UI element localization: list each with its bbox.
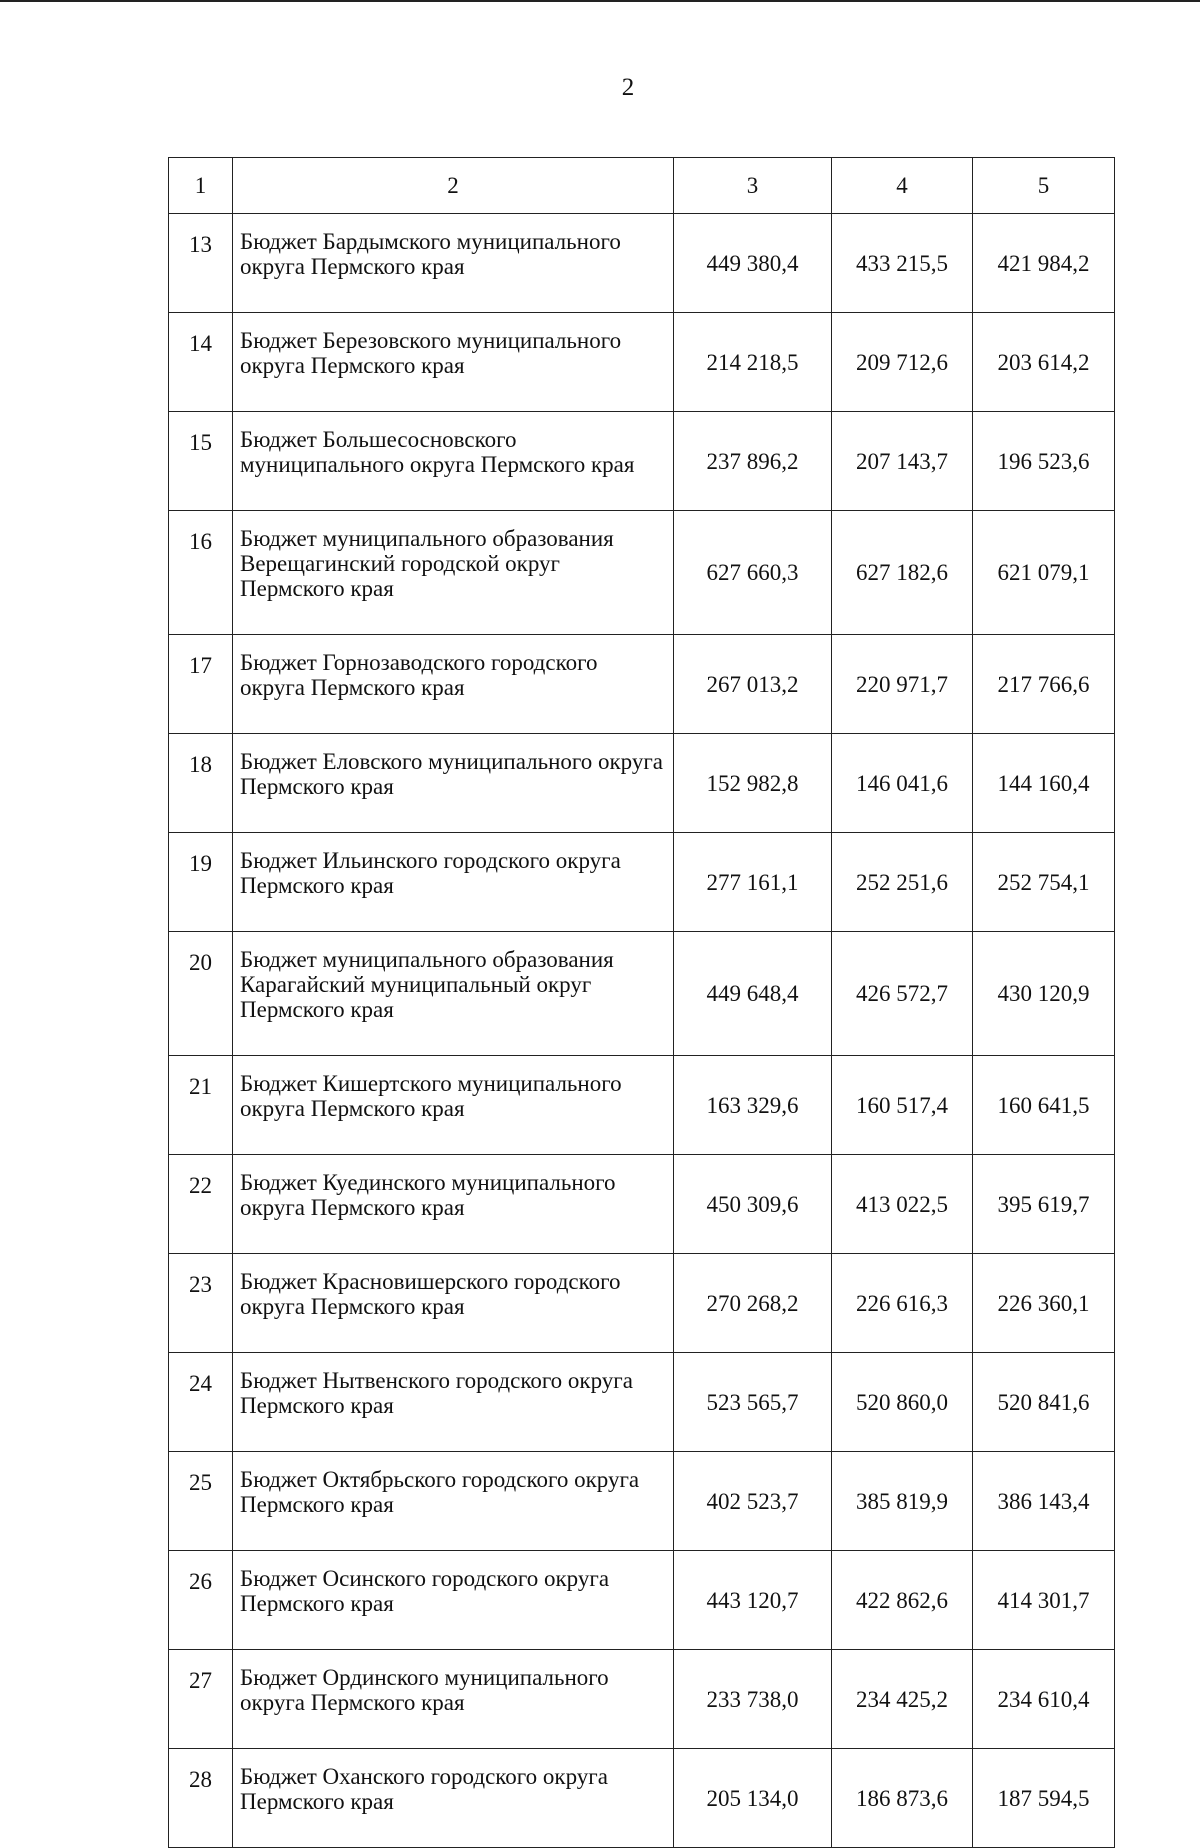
value-col-3: 237 896,2 — [674, 412, 832, 511]
table-row — [169, 214, 1115, 313]
table-row — [169, 1056, 1115, 1155]
value-col-4: 252 251,6 — [832, 833, 973, 932]
row-number: 23 — [169, 1254, 233, 1353]
value-col-4: 520 860,0 — [832, 1353, 973, 1452]
row-number: 21 — [169, 1056, 233, 1155]
value-col-3: 402 523,7 — [674, 1452, 832, 1551]
value-col-5: 196 523,6 — [973, 412, 1115, 511]
value-col-5: 187 594,5 — [973, 1749, 1115, 1848]
table-row — [169, 1155, 1115, 1254]
budget-name: Бюджет Ильинского городского округа Пермского края — [233, 833, 674, 932]
row-number: 22 — [169, 1155, 233, 1254]
table-row — [169, 635, 1115, 734]
row-number: 18 — [169, 734, 233, 833]
table-row — [169, 1254, 1115, 1353]
budget-name: Бюджет Еловского муниципального округа Пермского края — [233, 734, 674, 833]
budget-name: Бюджет Березовского муниципального округа Пермского края — [233, 313, 674, 412]
column-header: 4 — [832, 158, 973, 214]
table-row — [169, 1650, 1115, 1749]
column-header: 2 — [233, 158, 674, 214]
value-col-4: 426 572,7 — [832, 932, 973, 1056]
table-row — [169, 1452, 1115, 1551]
value-col-5: 217 766,6 — [973, 635, 1115, 734]
value-col-4: 209 712,6 — [832, 313, 973, 412]
table-row — [169, 734, 1115, 833]
value-col-3: 443 120,7 — [674, 1551, 832, 1650]
budget-name: Бюджет Большесосновского муниципального округа Пермского края — [233, 412, 674, 511]
value-col-5: 226 360,1 — [973, 1254, 1115, 1353]
value-col-3: 152 982,8 — [674, 734, 832, 833]
value-col-4: 385 819,9 — [832, 1452, 973, 1551]
value-col-5: 234 610,4 — [973, 1650, 1115, 1749]
budget-name: Бюджет Оханского городского округа Пермского края — [233, 1749, 674, 1848]
value-col-5: 621 079,1 — [973, 511, 1115, 635]
value-col-5: 421 984,2 — [973, 214, 1115, 313]
budget-name: Бюджет муниципального образования Верещагинский городской округ Пермского края — [233, 511, 674, 635]
value-col-3: 627 660,3 — [674, 511, 832, 635]
row-number: 16 — [169, 511, 233, 635]
table-row — [169, 833, 1115, 932]
column-header: 3 — [674, 158, 832, 214]
budget-name: Бюджет Нытвенского городского округа Пермского края — [233, 1353, 674, 1452]
budget-name: Бюджет Осинского городского округа Пермского края — [233, 1551, 674, 1650]
budget-name: Бюджет Горнозаводского городского округа Пермского края — [233, 635, 674, 734]
column-header: 5 — [973, 158, 1115, 214]
row-number: 24 — [169, 1353, 233, 1452]
value-col-3: 163 329,6 — [674, 1056, 832, 1155]
value-col-3: 277 161,1 — [674, 833, 832, 932]
page-number: 2 — [621, 74, 635, 101]
budget-name: Бюджет Куединского муниципального округа Пермского края — [233, 1155, 674, 1254]
table-header-row — [169, 158, 1115, 214]
value-col-5: 160 641,5 — [973, 1056, 1115, 1155]
table-row — [169, 1749, 1115, 1848]
value-col-4: 422 862,6 — [832, 1551, 973, 1650]
value-col-4: 226 616,3 — [832, 1254, 973, 1353]
value-col-5: 414 301,7 — [973, 1551, 1115, 1650]
page-top-border — [0, 0, 1200, 2]
value-col-3: 450 309,6 — [674, 1155, 832, 1254]
value-col-3: 449 380,4 — [674, 214, 832, 313]
budget-name: Бюджет Кишертского муниципального округа Пермского края — [233, 1056, 674, 1155]
budget-name: Бюджет Октябрьского городского округа Пермского края — [233, 1452, 674, 1551]
value-col-3: 523 565,7 — [674, 1353, 832, 1452]
row-number: 25 — [169, 1452, 233, 1551]
row-number: 27 — [169, 1650, 233, 1749]
value-col-3: 449 648,4 — [674, 932, 832, 1056]
value-col-4: 220 971,7 — [832, 635, 973, 734]
budget-name: Бюджет Красновишерского городского округа Пермского края — [233, 1254, 674, 1353]
row-number: 13 — [169, 214, 233, 313]
value-col-4: 627 182,6 — [832, 511, 973, 635]
column-header: 1 — [169, 158, 233, 214]
value-col-5: 144 160,4 — [973, 734, 1115, 833]
budget-name: Бюджет муниципального образования Карагайский муниципальный округ Пермского края — [233, 932, 674, 1056]
value-col-5: 203 614,2 — [973, 313, 1115, 412]
row-number: 28 — [169, 1749, 233, 1848]
row-number: 26 — [169, 1551, 233, 1650]
value-col-5: 520 841,6 — [973, 1353, 1115, 1452]
value-col-3: 270 268,2 — [674, 1254, 832, 1353]
row-number: 14 — [169, 313, 233, 412]
row-number: 15 — [169, 412, 233, 511]
value-col-4: 433 215,5 — [832, 214, 973, 313]
row-number: 17 — [169, 635, 233, 734]
value-col-4: 146 041,6 — [832, 734, 973, 833]
value-col-4: 160 517,4 — [832, 1056, 973, 1155]
table-row — [169, 1551, 1115, 1650]
table-row — [169, 412, 1115, 511]
budget-table — [168, 157, 1115, 1848]
budget-name: Бюджет Бардымского муниципального округа Пермского края — [233, 214, 674, 313]
value-col-3: 233 738,0 — [674, 1650, 832, 1749]
table-row — [169, 932, 1115, 1056]
value-col-5: 252 754,1 — [973, 833, 1115, 932]
value-col-3: 205 134,0 — [674, 1749, 832, 1848]
row-number: 19 — [169, 833, 233, 932]
table-row — [169, 1353, 1115, 1452]
value-col-4: 413 022,5 — [832, 1155, 973, 1254]
row-number: 20 — [169, 932, 233, 1056]
value-col-5: 386 143,4 — [973, 1452, 1115, 1551]
value-col-3: 267 013,2 — [674, 635, 832, 734]
value-col-4: 207 143,7 — [832, 412, 973, 511]
value-col-5: 430 120,9 — [973, 932, 1115, 1056]
value-col-4: 186 873,6 — [832, 1749, 973, 1848]
value-col-4: 234 425,2 — [832, 1650, 973, 1749]
budget-name: Бюджет Ординского муниципального округа Пермского края — [233, 1650, 674, 1749]
table-row — [169, 313, 1115, 412]
value-col-5: 395 619,7 — [973, 1155, 1115, 1254]
value-col-3: 214 218,5 — [674, 313, 832, 412]
table-row — [169, 511, 1115, 635]
